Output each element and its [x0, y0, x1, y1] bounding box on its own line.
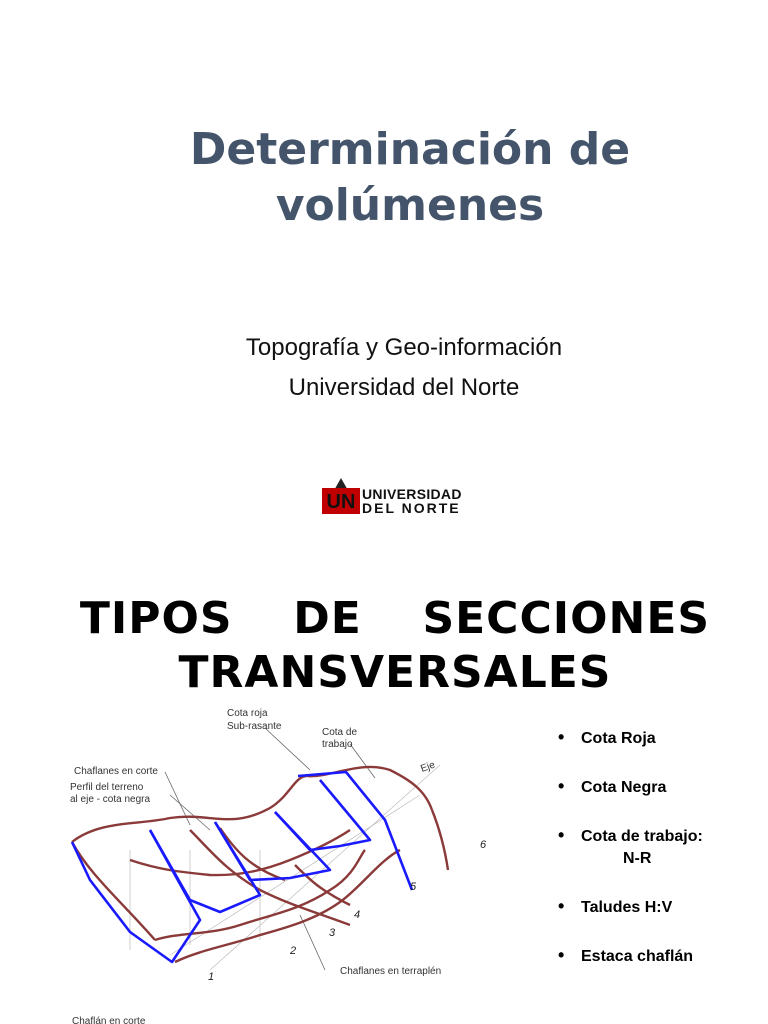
station-1: 1	[208, 971, 215, 983]
list-item: • Taludes H:V	[558, 896, 673, 916]
cross-section-diagram	[60, 700, 500, 1024]
station-6: 6	[480, 839, 487, 851]
label-perfil-2: al eje - cota negra	[70, 794, 151, 805]
logo-line-2: DEL NORTE	[362, 500, 461, 516]
subtitle-course: Topografía y Geo-información	[245, 334, 563, 361]
station-2: 2	[290, 945, 297, 957]
label-chaflanes-terraplen: Chaflanes en terraplén	[340, 966, 442, 977]
label-chaflan-corte-bottom: Chaflán en corte	[72, 1016, 146, 1024]
list-item: • Cota de trabajo: N-R	[558, 825, 703, 867]
label-cota-roja: Cota roja	[227, 708, 268, 719]
title-line-2: volúmenes	[275, 180, 545, 231]
subtitle-university: Universidad del Norte	[288, 374, 520, 401]
title-line-1: Determinación de	[189, 124, 631, 175]
station-5: 5	[410, 881, 417, 893]
list-item: • Estaca chaflán	[558, 945, 694, 965]
label-trabajo: trabajo	[322, 739, 353, 750]
list-item: • Cota Negra	[558, 776, 667, 796]
page-title	[100, 122, 720, 234]
section-title	[70, 592, 720, 700]
list-item: • Cota Roja	[558, 727, 656, 747]
logo-mark: UN	[326, 491, 356, 513]
label-perfil-1: Perfil del terreno	[70, 782, 144, 793]
logo-line-1: UNIVERSIDAD	[362, 486, 462, 502]
section-title-line-1: TIPOS DE SECCIONES	[79, 593, 711, 644]
station-4: 4	[354, 909, 361, 921]
concept-list	[558, 728, 758, 995]
label-cota-de: Cota de	[322, 727, 358, 738]
station-3: 3	[329, 927, 336, 939]
label-chaflanes-corte: Chaflanes en corte	[74, 766, 158, 777]
section-title-line-2: TRANSVERSALES	[178, 647, 612, 698]
label-eje: Eje	[419, 759, 437, 775]
label-sub-rasante: Sub-rasante	[227, 721, 282, 732]
